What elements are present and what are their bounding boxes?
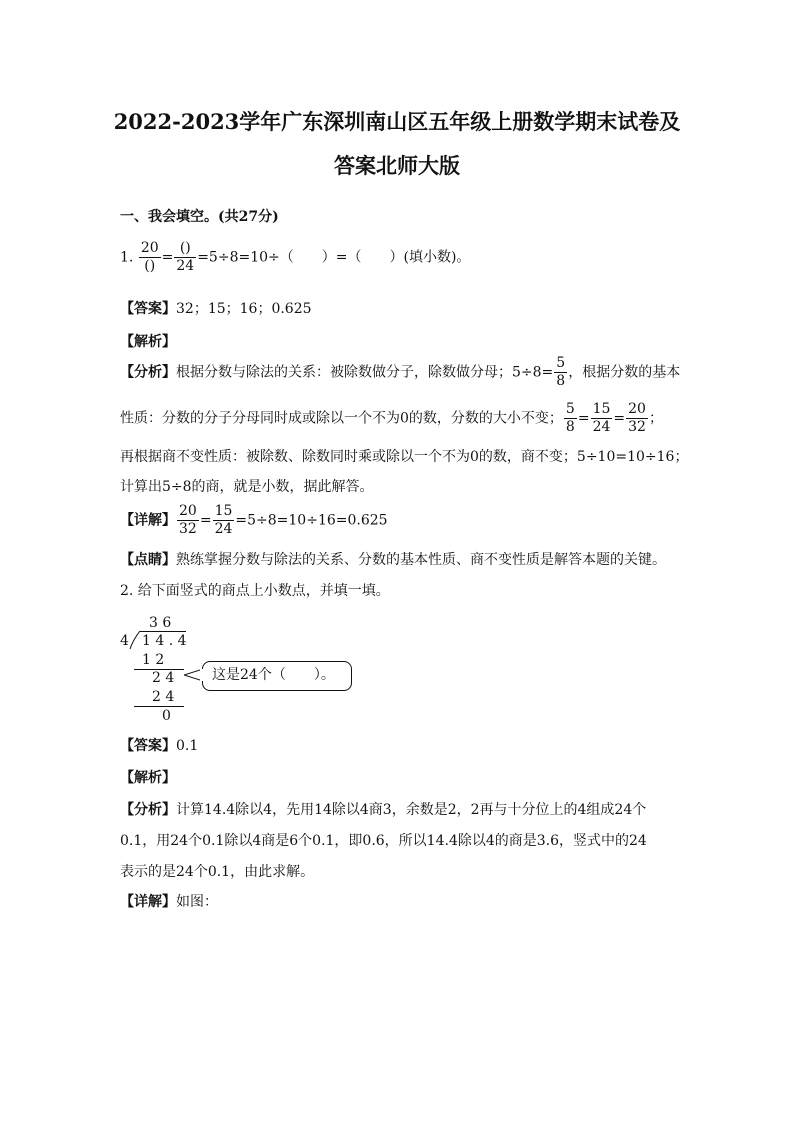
division-step-3: 2 4 bbox=[152, 689, 175, 705]
q2-detail bbox=[120, 892, 218, 912]
q1-f1-den: () bbox=[144, 258, 156, 274]
q1-detail-label: 【详解】 bbox=[120, 512, 176, 529]
division-bar bbox=[140, 631, 186, 632]
q1-eq-b: = bbox=[613, 410, 626, 427]
q1-detail-frac-2 bbox=[213, 503, 235, 538]
division-dividend: 1 4 . 4 bbox=[142, 633, 187, 649]
bubble-pointer-mask bbox=[200, 668, 205, 682]
q1-line bbox=[120, 240, 470, 275]
q1-fenxi-label: 【分析】 bbox=[120, 364, 176, 381]
division-remainder: 0 bbox=[162, 708, 171, 724]
q1-fenxi-1a: 根据分数与除法的关系：被除数做分子，除数做分母；5÷8= bbox=[176, 364, 554, 381]
q1-fenxi-line-1 bbox=[120, 355, 680, 390]
q2-detail-text: 如图： bbox=[176, 894, 218, 910]
q1-analysis-label: 【解析】 bbox=[120, 334, 176, 350]
page-title-line-1: 2022-2023学年广东深圳南山区五年级上册数学期末试卷及 bbox=[113, 109, 681, 134]
q1-f2-den: 24 bbox=[176, 258, 195, 274]
q1-point-label: 【点睛】 bbox=[120, 552, 176, 568]
q1-frac-b bbox=[591, 401, 613, 436]
q1-detail-f2-num: 15 bbox=[214, 503, 233, 519]
q2-detail-label: 【详解】 bbox=[120, 894, 176, 910]
q1-fenxi-line-4: 计算出5÷8的商，就是小数，据此解答。 bbox=[120, 479, 374, 495]
q1-fenxi-1b: ，根据分数的基本 bbox=[568, 364, 681, 381]
q2-fenxi-label: 【分析】 bbox=[120, 802, 176, 818]
section-heading: 一、我会填空。(共27分) bbox=[120, 209, 279, 225]
q1-detail-frac-1 bbox=[177, 503, 199, 538]
q1-frac-c bbox=[626, 401, 648, 436]
q1-fenxi-2a: 性质：分数的分子分母同时成或除以一个不为0的数，分数的大小不变； bbox=[120, 410, 563, 427]
q1-fenxi-fn: 5 bbox=[556, 355, 566, 371]
q1-point-text: 熟练掌握分数与除法的关系、分数的基本性质、商不变性质是解答本题的关键。 bbox=[176, 552, 666, 568]
q1-answer-label: 【答案】 bbox=[120, 301, 176, 317]
division-bracket bbox=[129, 630, 141, 650]
q2-fenxi-line-3: 表示的是24个0.1，由此求解。 bbox=[120, 864, 315, 880]
q2-answer bbox=[120, 736, 198, 756]
q1-fenxi-fraction bbox=[554, 355, 567, 390]
division-divisor: 4 bbox=[120, 633, 129, 649]
q1-f2-num: () bbox=[174, 240, 196, 258]
q1-frac-b-num: 15 bbox=[592, 401, 611, 417]
q1-frac-b-den: 24 bbox=[592, 419, 611, 435]
q1-eq-a: = bbox=[577, 410, 590, 427]
q2-answer-text: 0.1 bbox=[176, 738, 199, 754]
q1-fraction-1 bbox=[139, 240, 161, 275]
q2-analysis-label: 【解析】 bbox=[120, 770, 176, 786]
q1-detail-f1-den: 32 bbox=[179, 521, 197, 537]
q1-fraction-2 bbox=[174, 240, 196, 275]
q1-answer bbox=[120, 299, 312, 319]
q2-text: 2. 给下面竖式的商点上小数点，并填一填。 bbox=[120, 583, 390, 599]
q1-frac-c-num: 20 bbox=[628, 401, 646, 417]
q1-fenxi-line-3: 再根据商不变性质：被除数、除数同时乘或除以一个不为0的数，商不变；5÷10=10÷16； bbox=[120, 449, 689, 465]
q2-fenxi-line-2: 0.1，用24个0.1除以4商是6个0.1，即0.6，所以14.4除以4的商是3.6，竖式中的24 bbox=[120, 833, 647, 849]
q1-point bbox=[120, 550, 666, 570]
q1-detail-tail: =5÷8=10÷16=0.625 bbox=[235, 512, 388, 529]
q1-detail-f1-num: 20 bbox=[179, 503, 197, 519]
q1-f1-num: 20 bbox=[140, 240, 159, 256]
bubble-text: 这是24个（ ）。 bbox=[212, 667, 335, 683]
q1-detail-eq: = bbox=[199, 512, 212, 529]
q1-tail: =5÷8=10÷（ ）=（ ）(填小数)。 bbox=[197, 249, 471, 266]
q2-fenxi-1: 计算14.4除以4，先用14除以4商3，余数是2，2再与十分位上的4组成24个 bbox=[176, 802, 647, 818]
q2-answer-label: 【答案】 bbox=[120, 738, 176, 754]
q1-detail-f2-den: 24 bbox=[214, 521, 233, 537]
page-title-line-2: 答案北师大版 bbox=[334, 153, 460, 178]
q1-fenxi-2b: ； bbox=[648, 410, 663, 427]
division-line-2 bbox=[134, 706, 184, 707]
q1-detail-line bbox=[120, 503, 388, 538]
q2-fenxi-line-1 bbox=[120, 800, 646, 820]
q1-fenxi-fd: 8 bbox=[556, 373, 566, 389]
q1-number: 1. bbox=[120, 249, 134, 266]
q1-frac-a bbox=[564, 401, 577, 436]
q1-equals: = bbox=[161, 249, 174, 266]
q1-frac-a-den: 8 bbox=[565, 419, 575, 435]
q1-frac-a-num: 5 bbox=[565, 401, 575, 417]
q1-fenxi-line-2 bbox=[120, 401, 663, 436]
division-quotient: 3 6 bbox=[149, 615, 172, 631]
q1-frac-c-den: 32 bbox=[628, 419, 646, 435]
q1-answer-text: 32；15；16；0.625 bbox=[176, 301, 312, 317]
division-step-2: 2 4 bbox=[152, 670, 175, 686]
division-step-1: 1 2 bbox=[142, 652, 165, 668]
